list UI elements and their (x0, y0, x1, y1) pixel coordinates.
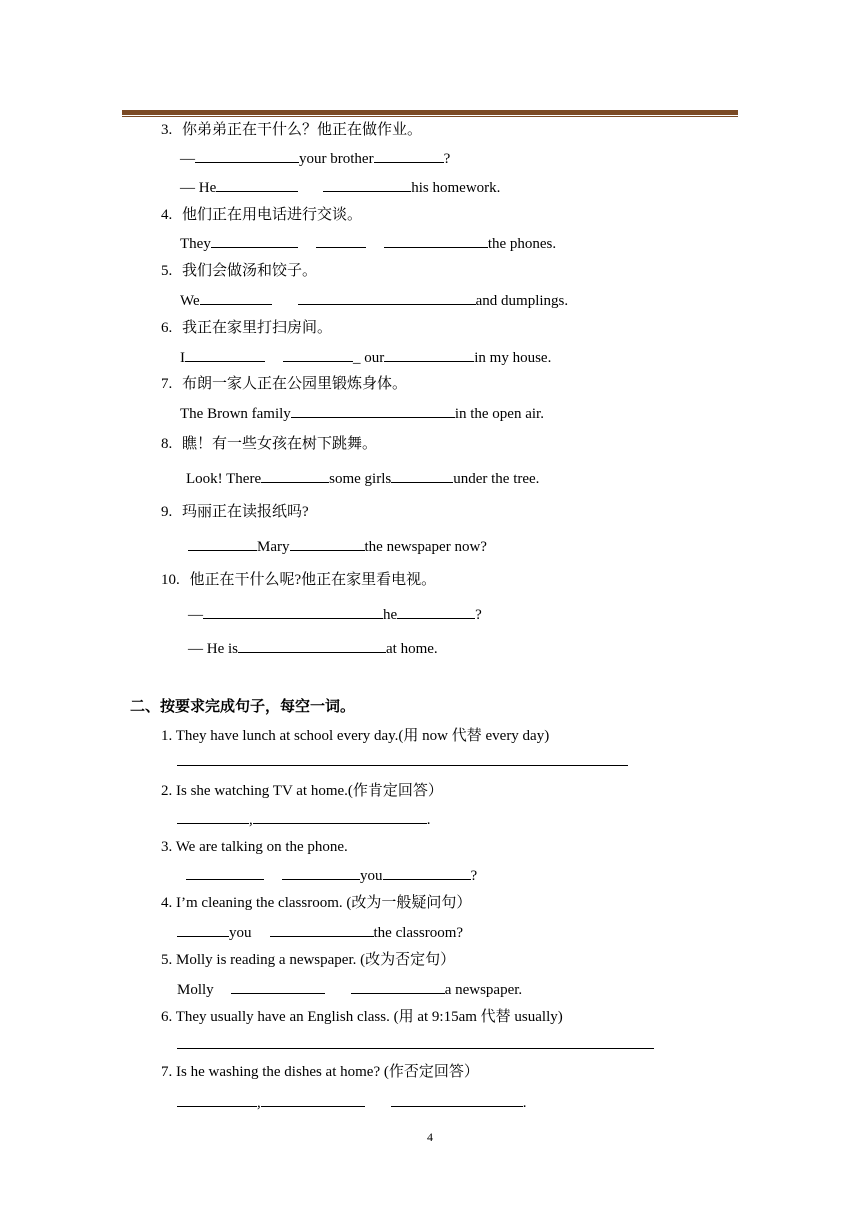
q9-prompt (161, 502, 309, 522)
q7-number: 7. (161, 376, 173, 392)
p2-q6-answer (177, 1034, 654, 1055)
period: . (522, 1095, 527, 1111)
q4-answer (180, 233, 556, 254)
p2-q7-prompt: 7. Is he washing the dishes at home? (作否定回答） (161, 1064, 479, 1080)
q9-text: the newspaper now? (364, 539, 487, 555)
header-rule-thin (122, 116, 738, 117)
p2-q1-prompt: 1. They have lunch at school every day.(用 now 代替 every day) (161, 728, 550, 744)
blank[interactable] (391, 468, 453, 483)
p2-q2-answer (177, 809, 431, 830)
q3-end: ? (443, 151, 451, 167)
q8-answer (186, 468, 539, 489)
p2-q4-end: the classroom? (373, 925, 464, 941)
p2-q4-prompt: 4. I’m cleaning the classroom. (改为一般疑问句） (161, 895, 472, 911)
q6-prompt (161, 318, 332, 338)
q3-b-prefix: — He (180, 180, 217, 196)
q10-number: 10. (161, 572, 180, 588)
blank[interactable] (185, 347, 265, 362)
p2-q3-you: you (360, 868, 383, 884)
blank[interactable] (200, 290, 272, 305)
p2-q7-answer (177, 1092, 527, 1113)
blank[interactable] (261, 1092, 365, 1107)
blank[interactable] (211, 233, 298, 248)
p2-q2-prompt: 2. Is she watching TV at home.(作肯定回答） (161, 783, 443, 799)
blank[interactable] (374, 148, 444, 163)
blank[interactable] (351, 979, 445, 994)
p2-q5-answer (177, 979, 522, 1000)
blank[interactable] (253, 809, 427, 824)
blank[interactable] (216, 177, 298, 192)
p2-q5-prefix: Molly (177, 982, 214, 998)
p2-q3-prompt: 3. We are talking on the phone. (161, 839, 348, 855)
q6-mid: _ our (353, 350, 385, 366)
p2-q3-end: ? (470, 868, 478, 884)
blank[interactable] (391, 1092, 523, 1107)
comma: , (249, 812, 253, 828)
q7-answer (180, 403, 544, 424)
q5-text: and dumplings. (475, 293, 569, 309)
q10-chinese: 他正在干什么呢?他正在家里看电视。 (189, 572, 437, 588)
q6-prefix: I (180, 350, 185, 366)
blank[interactable] (316, 233, 366, 248)
blank[interactable] (177, 751, 628, 766)
blank[interactable] (188, 536, 257, 551)
q5-number: 5. (161, 263, 173, 279)
blank[interactable] (195, 148, 299, 163)
blank[interactable] (231, 979, 325, 994)
blank[interactable] (177, 1034, 654, 1049)
q8-prompt (161, 434, 377, 454)
q3-answer-b (180, 177, 500, 198)
dash: — (180, 151, 195, 167)
header-rule (122, 110, 738, 115)
blank[interactable] (177, 1092, 257, 1107)
dash: — (188, 607, 203, 623)
p2-q5-prompt: 5. Molly is reading a newspaper. (改为否定句） (161, 952, 456, 968)
period: . (426, 812, 431, 828)
q4-chinese: 他们正在用电话进行交谈。 (182, 207, 363, 223)
blank[interactable] (270, 922, 374, 937)
q3-b-text: his homework. (411, 180, 501, 196)
blank[interactable] (384, 347, 474, 362)
q6-answer (180, 347, 551, 368)
q8-number: 8. (161, 436, 173, 452)
blank[interactable] (383, 865, 471, 880)
q9-chinese: 玛丽正在读报纸吗? (182, 504, 309, 520)
q7-prefix: The Brown family (180, 406, 291, 422)
comma: , (257, 1095, 261, 1111)
blank[interactable] (186, 865, 264, 880)
blank[interactable] (282, 865, 360, 880)
q3-number: 3. (161, 122, 173, 138)
blank[interactable] (203, 604, 383, 619)
p2-q6-prompt: 6. They usually have an English class. (用 at 9:15am 代替 usually) (161, 1009, 563, 1025)
q7-text: in the open air. (454, 406, 544, 422)
q3-chinese: 你弟弟正在干什么？他正在做作业。 (182, 122, 423, 138)
q4-text: the phones. (487, 236, 557, 252)
p2-q3-answer (186, 865, 477, 886)
q10-answer-a (188, 604, 482, 625)
blank[interactable] (323, 177, 411, 192)
q10-mid: he (383, 607, 398, 623)
q5-prefix: We (180, 293, 200, 309)
q7-chinese: 布朗一家人正在公园里锻炼身体。 (182, 376, 408, 392)
q6-number: 6. (161, 320, 173, 336)
q10-b-text: at home. (386, 641, 438, 657)
q5-answer (180, 290, 568, 311)
q8-text: under the tree. (453, 471, 540, 487)
q5-chinese: 我们会做汤和饺子。 (182, 263, 318, 279)
q4-prompt (161, 205, 362, 225)
q9-mid: Mary (257, 539, 290, 555)
q4-number: 4. (161, 207, 173, 223)
q8-prefix: Look! There (186, 471, 262, 487)
q10-answer-b (188, 638, 438, 659)
part2-heading: 二、按要求完成句子，每空一词。 (130, 699, 356, 715)
q9-number: 9. (161, 504, 173, 520)
q10-end: ? (475, 607, 482, 623)
q3-text: your brother (299, 151, 374, 167)
blank[interactable] (291, 403, 455, 418)
p2-q5-end: a newspaper. (444, 982, 523, 998)
q10-prompt (161, 570, 436, 590)
q9-answer (188, 536, 487, 557)
q3-answer-a (180, 148, 450, 169)
q4-prefix: They (180, 236, 211, 252)
q5-prompt (161, 261, 317, 281)
q8-mid: some girls (329, 471, 392, 487)
q3-prompt (161, 120, 422, 140)
blank[interactable] (397, 604, 475, 619)
p2-q4-you: you (229, 925, 252, 941)
page-number: 4 (427, 1130, 433, 1144)
blank[interactable] (177, 922, 229, 937)
blank[interactable] (290, 536, 365, 551)
blank[interactable] (261, 468, 329, 483)
blank[interactable] (298, 290, 476, 305)
p2-q1-answer (177, 751, 628, 772)
blank[interactable] (384, 233, 488, 248)
p2-q4-answer (177, 922, 463, 943)
q10-b-prefix: — He is (188, 641, 238, 657)
blank[interactable] (177, 809, 249, 824)
blank[interactable] (238, 638, 386, 653)
q6-chinese: 我正在家里打扫房间。 (182, 320, 333, 336)
q8-chinese: 瞧！有一些女孩在树下跳舞。 (182, 436, 378, 452)
q7-prompt (161, 374, 407, 394)
blank[interactable] (283, 347, 353, 362)
q6-text: in my house. (474, 350, 552, 366)
